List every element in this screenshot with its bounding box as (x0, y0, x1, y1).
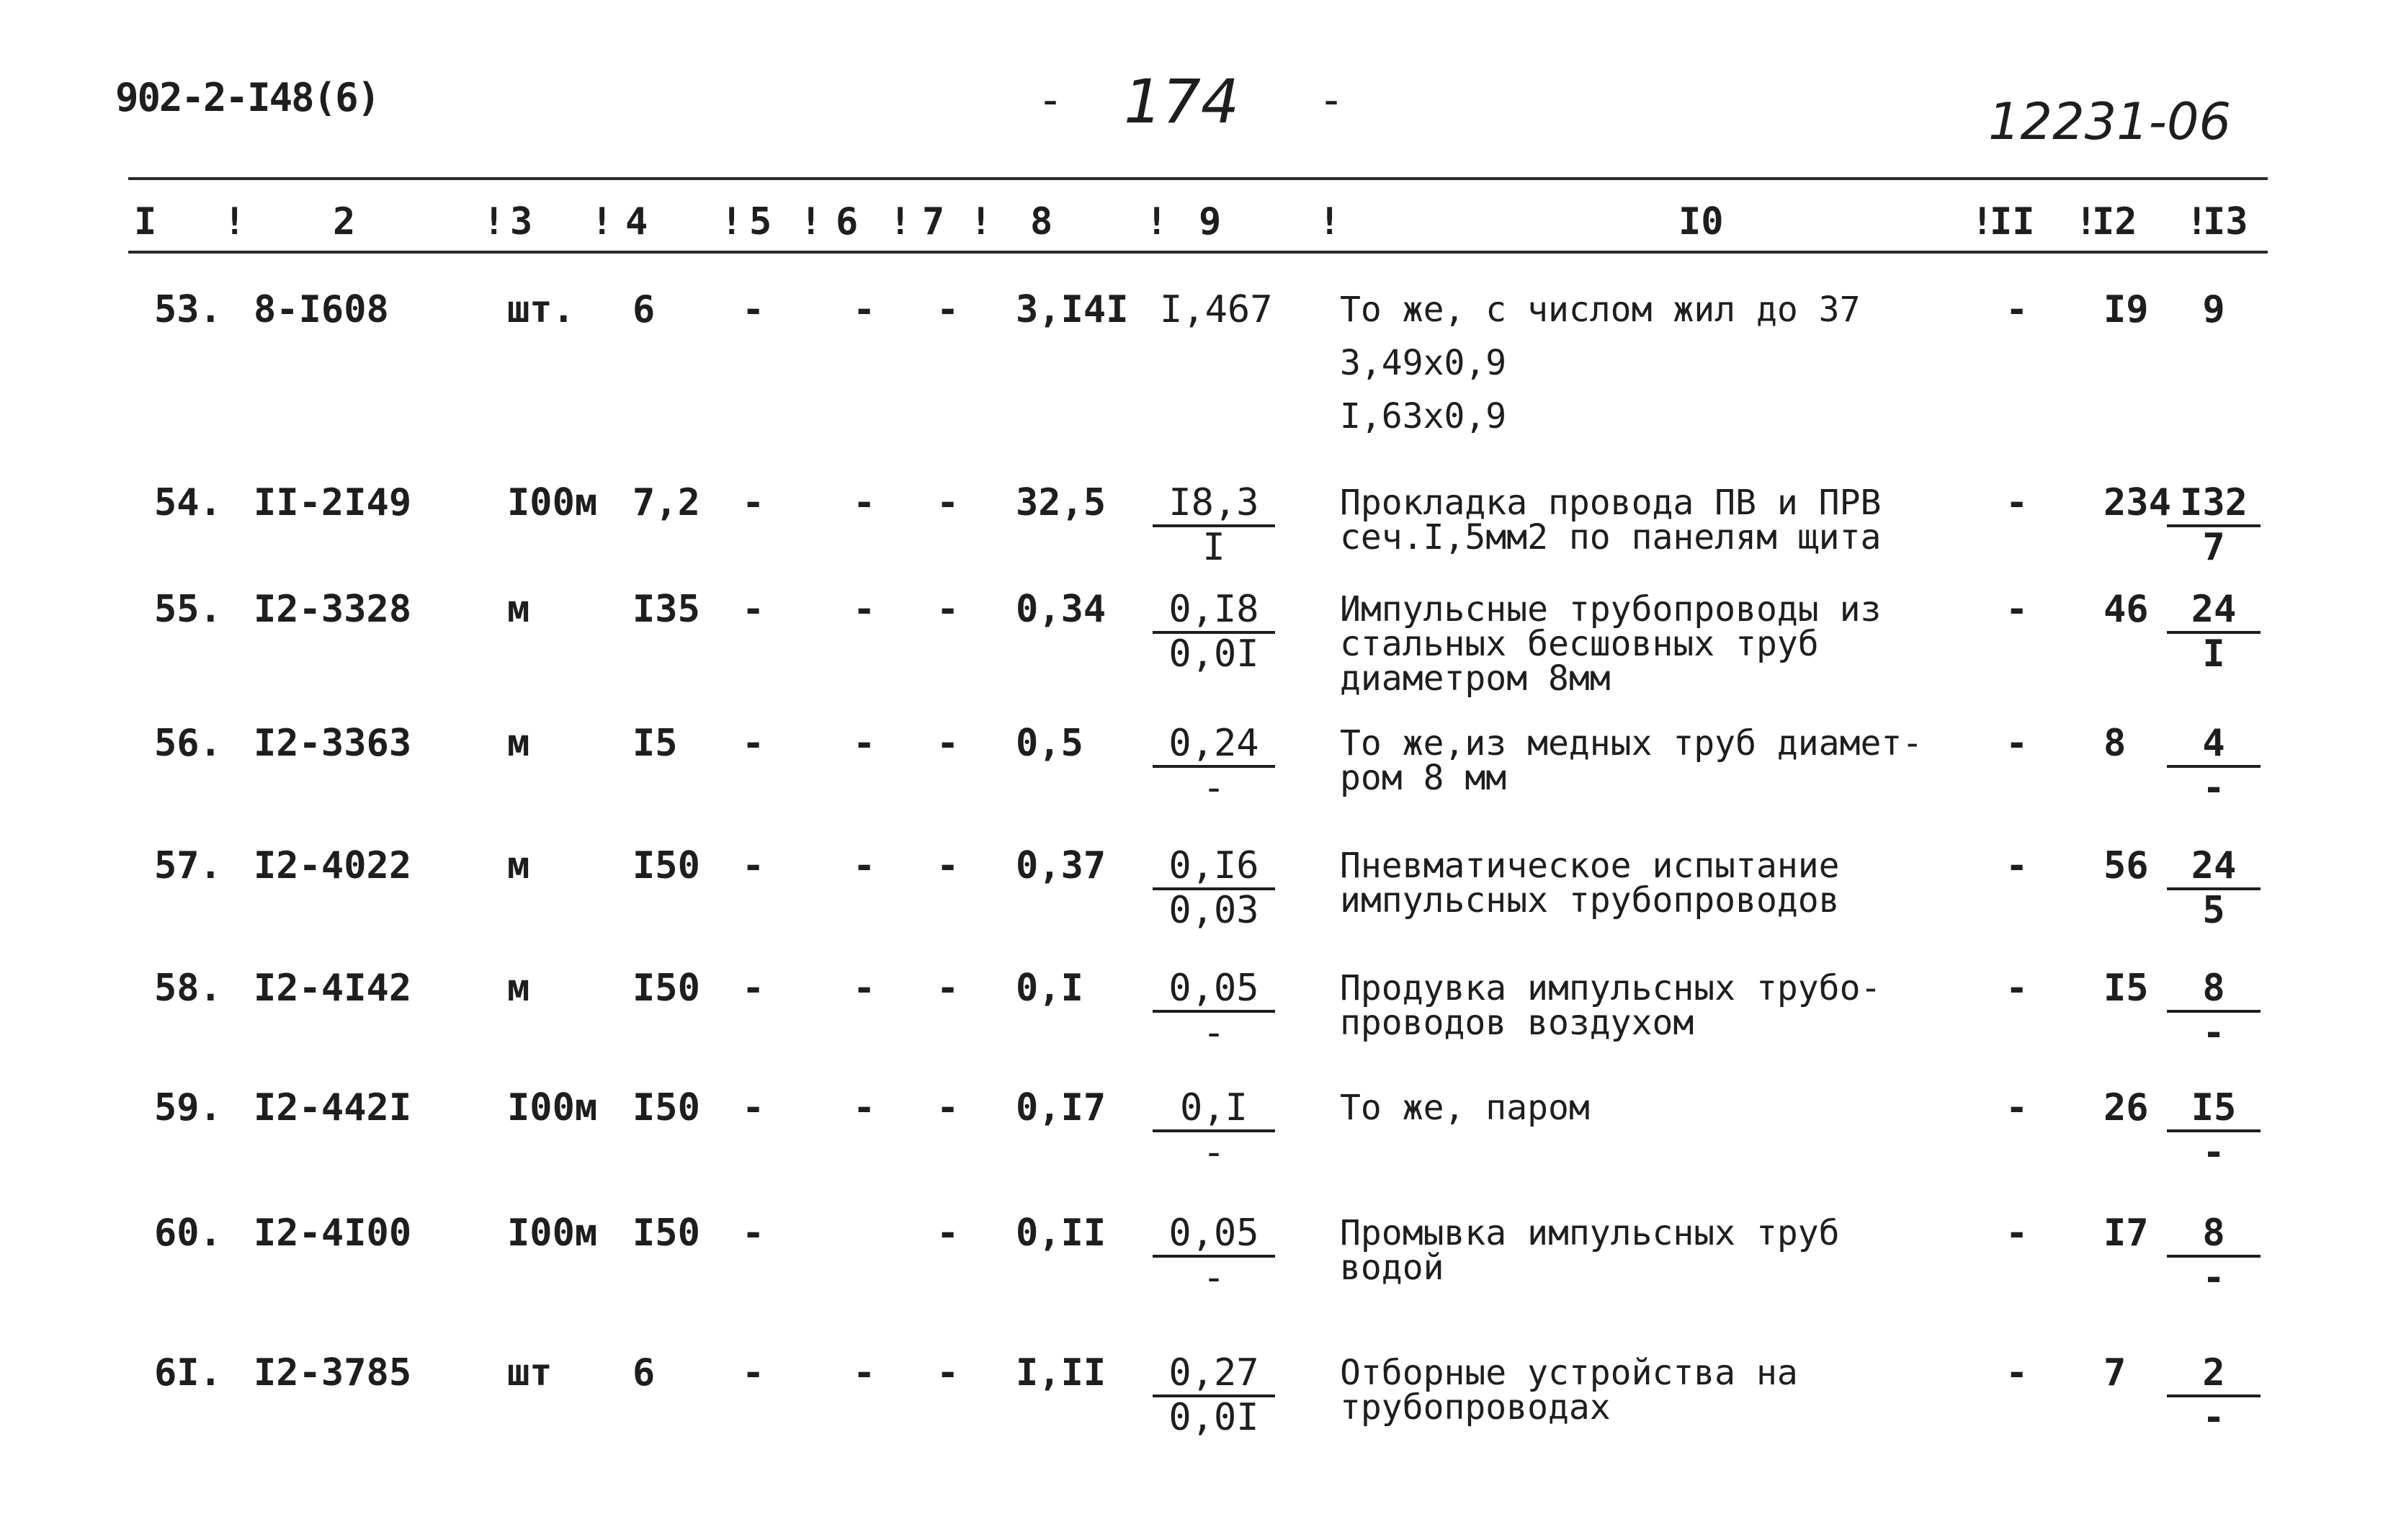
column-separator: ! (1971, 200, 1994, 243)
col-13-top: 4 (2167, 725, 2261, 768)
col-13-top: 2 (2167, 1354, 2261, 1397)
quantity: I50 (632, 1212, 700, 1255)
description-line: I,63х0,9 (1340, 396, 1507, 437)
col-6: - (853, 588, 876, 631)
col-12: 26 (2103, 1086, 2149, 1129)
col-9-value (1153, 1086, 1275, 1174)
archive-number: 12231-06 (1988, 92, 2232, 151)
unit: шт. (507, 288, 575, 331)
col-13-bottom: - (2202, 766, 2225, 810)
row-number: 53. (154, 288, 222, 331)
header-dash-left: - (1037, 75, 1064, 125)
quantity: I50 (632, 1086, 700, 1129)
col-13-bottom: 5 (2202, 889, 2225, 932)
col-13-top: 8 (2167, 970, 2261, 1013)
column-header-10: I0 (1678, 200, 1724, 243)
description-line: проводов воздухом (1340, 1003, 1694, 1043)
col-13-bottom: - (2202, 1131, 2225, 1174)
col-11: - (2006, 722, 2029, 765)
description-line: Промывка импульсных труб (1340, 1213, 1840, 1253)
col-12: 56 (2103, 844, 2149, 887)
col-7: - (936, 588, 960, 631)
document-code: 902-2-I48(6) (115, 75, 380, 120)
column-header-8: 8 (1030, 200, 1053, 243)
unit: м (507, 967, 530, 1010)
unit: м (507, 588, 530, 631)
col-9-bottom: - (1202, 766, 1225, 810)
col-13-top: 8 (2167, 1214, 2261, 1258)
quantity: I5 (632, 722, 678, 765)
col-9-bottom: - (1202, 1011, 1225, 1055)
column-separator: ! (800, 200, 823, 243)
description-line: Прокладка провода ПВ и ПРВ (1340, 483, 1882, 523)
row-number: 6I. (154, 1351, 222, 1394)
description-line: 3,49х0,9 (1340, 343, 1507, 383)
unit: шт (507, 1351, 553, 1394)
column-header-13: I3 (2203, 200, 2248, 243)
col-9-bottom: I (1202, 526, 1225, 569)
col-9-top: 0,I (1153, 1089, 1275, 1132)
col-9-value (1153, 588, 1275, 676)
column-header-6: 6 (836, 200, 859, 243)
column-separator: ! (970, 200, 993, 243)
description-line: Пневматическое испытание (1340, 846, 1840, 886)
col-13-top: 24 (2167, 847, 2261, 890)
quantity: I50 (632, 967, 700, 1010)
header-dash-right: - (1318, 75, 1345, 125)
col-12: I9 (2103, 288, 2149, 331)
col-8: 0,I (1016, 967, 1083, 1010)
col-13-bottom: - (2202, 1396, 2225, 1439)
col-9-value (1153, 481, 1275, 569)
col-13-value (2167, 967, 2261, 1055)
col-13-value (2167, 1086, 2261, 1174)
col-13-value (2167, 844, 2261, 932)
col-7: - (936, 1351, 960, 1394)
quantity: I35 (632, 588, 700, 631)
column-separator: ! (1145, 200, 1168, 243)
col-13-value (2167, 288, 2261, 333)
col-6: - (853, 1351, 876, 1394)
quantity: 6 (632, 1351, 656, 1394)
col-11: - (2006, 288, 2029, 331)
row-number: 56. (154, 722, 222, 765)
col-8: 0,I7 (1016, 1086, 1106, 1129)
col-9-top: I,467 (1160, 288, 1273, 331)
col-13-value (2167, 1351, 2261, 1439)
norm-code: I2-3363 (254, 722, 412, 765)
col-7: - (936, 1212, 960, 1255)
col-11: - (2006, 1351, 2029, 1394)
column-header-11: II (1990, 200, 2035, 243)
col-9-value (1153, 844, 1275, 932)
description-line: То же,из медных труб диамет- (1340, 723, 1923, 764)
norm-code: I2-4022 (254, 844, 412, 887)
col-13-value (2167, 1214, 2261, 1297)
quantity: 7,2 (632, 481, 700, 524)
norm-code: 8-I608 (254, 288, 389, 331)
norm-code: I2-3328 (254, 588, 412, 631)
col-9-value (1153, 288, 1275, 333)
col-11: - (2006, 1212, 2029, 1255)
col-12: 234 (2103, 481, 2171, 524)
col-7: - (936, 481, 960, 524)
row-number: 55. (154, 588, 222, 631)
unit: I00м (507, 1086, 598, 1129)
unit: м (507, 844, 530, 887)
col-5: - (742, 481, 765, 524)
col-6: - (853, 1086, 876, 1129)
column-header-7: 7 (922, 200, 945, 243)
col-9-top: 0,I6 (1153, 847, 1275, 890)
col-12: 7 (2103, 1351, 2127, 1394)
col-9-value (1153, 1351, 1275, 1439)
description (1340, 290, 1861, 437)
col-7: - (936, 722, 960, 765)
col-12: I5 (2103, 967, 2149, 1010)
col-11: - (2006, 1086, 2029, 1129)
col-9-bottom: - (1202, 1256, 1225, 1299)
column-separator: ! (720, 200, 743, 243)
column-header-1: I (134, 200, 157, 243)
col-13-bottom: 7 (2202, 526, 2225, 569)
row-number: 57. (154, 844, 222, 887)
col-9-top: 0,05 (1153, 1214, 1275, 1258)
description-line: Отборные устройства на (1340, 1353, 1798, 1393)
col-13-bottom (2167, 331, 2261, 333)
col-11: - (2006, 588, 2029, 631)
description-line: импульсных трубопроводов (1340, 880, 1840, 921)
col-8: 3,I4I (1016, 288, 1129, 331)
col-9-top: I8,3 (1153, 484, 1275, 527)
col-6: - (853, 844, 876, 887)
description-line: трубопроводах (1340, 1387, 1611, 1428)
row-number: 58. (154, 967, 222, 1010)
column-header-12: I2 (2092, 200, 2137, 243)
col-9-bottom: 0,0I (1168, 1396, 1259, 1439)
col-12: 8 (2103, 722, 2127, 765)
description-line: стальных бесшовных труб (1340, 624, 1819, 664)
description-line: Продувка импульсных трубо- (1340, 968, 1882, 1008)
col-13-top: I32 (2167, 484, 2261, 527)
col-9-value (1153, 1214, 1275, 1297)
column-separator: ! (2186, 200, 2209, 243)
description-line: То же, с числом жил до 37 (1340, 290, 1861, 330)
col-7: - (936, 1086, 960, 1129)
column-header-9: 9 (1199, 200, 1222, 243)
col-9-bottom (1153, 331, 1275, 333)
norm-code: I2-4I42 (254, 967, 412, 1010)
description (1340, 723, 1923, 798)
description-line: То же, паром (1340, 1088, 1590, 1128)
col-13-value (2167, 722, 2261, 810)
description (1340, 1088, 1590, 1128)
description (1340, 968, 1882, 1043)
description (1340, 1353, 1798, 1428)
column-separator: ! (2075, 200, 2098, 243)
description-line: сеч.I,5мм2 по панелям щита (1340, 517, 1882, 558)
unit: I00м (507, 481, 598, 524)
col-12: I7 (2103, 1212, 2149, 1255)
col-13-top: I5 (2167, 1089, 2261, 1132)
col-7: - (936, 967, 960, 1010)
col-13-top: 9 (2202, 288, 2225, 331)
col-7: - (936, 844, 960, 887)
col-13-bottom: - (2202, 1011, 2225, 1055)
col-9-bottom: 0,0I (1168, 632, 1259, 676)
col-13-bottom: I (2202, 632, 2225, 676)
col-9-value (1153, 967, 1275, 1055)
column-separator: ! (483, 200, 506, 243)
description (1340, 589, 1882, 699)
col-5: - (742, 288, 765, 331)
norm-code: I2-442I (254, 1086, 412, 1129)
col-7: - (936, 288, 960, 331)
description-line: водой (1340, 1248, 1444, 1288)
col-6: - (853, 722, 876, 765)
description (1340, 483, 1882, 558)
column-header-5: 5 (749, 200, 772, 243)
quantity: I50 (632, 844, 700, 887)
col-5: - (742, 1212, 765, 1255)
column-separator: ! (591, 200, 614, 243)
col-8: 0,37 (1016, 844, 1106, 887)
col-13-bottom: - (2202, 1256, 2225, 1299)
column-separator: ! (223, 200, 246, 243)
col-13-value (2167, 481, 2261, 569)
description-line: Импульсные трубопроводы из (1340, 589, 1882, 630)
col-8: 0,5 (1016, 722, 1083, 765)
column-separator: ! (889, 200, 912, 243)
unit: м (507, 722, 530, 765)
row-number: 60. (154, 1212, 222, 1255)
norm-code: I2-4I00 (254, 1212, 412, 1255)
col-9-top: 0,24 (1153, 725, 1275, 768)
description-line: ром 8 мм (1340, 758, 1507, 798)
col-11: - (2006, 481, 2029, 524)
col-9-value (1153, 722, 1275, 810)
col-11: - (2006, 967, 2029, 1010)
col-5: - (742, 967, 765, 1010)
description (1340, 1213, 1840, 1288)
col-6: - (853, 288, 876, 331)
norm-code: I2-3785 (254, 1351, 412, 1394)
row-number: 59. (154, 1086, 222, 1129)
col-11: - (2006, 844, 2029, 887)
quantity: 6 (632, 288, 656, 331)
col-8: 0,II (1016, 1212, 1106, 1255)
col-13-top: 24 (2167, 591, 2261, 634)
col-5: - (742, 1351, 765, 1394)
col-9-top: 0,05 (1153, 970, 1275, 1013)
column-header-3: 3 (510, 200, 533, 243)
col-8: I,II (1016, 1351, 1106, 1394)
column-header-2: 2 (333, 200, 356, 243)
col-6: - (853, 481, 876, 524)
description (1340, 846, 1840, 921)
col-6: - (853, 967, 876, 1010)
col-12: 46 (2103, 588, 2149, 631)
col-5: - (742, 588, 765, 631)
unit: I00м (507, 1212, 598, 1255)
table-top-rule (128, 177, 2268, 180)
col-5: - (742, 1086, 765, 1129)
col-8: 32,5 (1016, 481, 1106, 524)
col-9-bottom: - (1202, 1131, 1225, 1174)
col-5: - (742, 844, 765, 887)
col-9-top: 0,27 (1153, 1354, 1275, 1397)
col-9-top: 0,I8 (1153, 591, 1275, 634)
col-9-bottom: 0,03 (1168, 889, 1259, 932)
description-line: диаметром 8мм (1340, 658, 1611, 699)
col-8: 0,34 (1016, 588, 1106, 631)
norm-code: II-2I49 (254, 481, 412, 524)
table-header-rule (128, 251, 2268, 254)
row-number: 54. (154, 481, 222, 524)
col-13-value (2167, 588, 2261, 676)
column-header-4: 4 (625, 200, 648, 243)
page-number: 174 (1124, 66, 1240, 137)
col-5: - (742, 722, 765, 765)
column-separator: ! (1318, 200, 1341, 243)
